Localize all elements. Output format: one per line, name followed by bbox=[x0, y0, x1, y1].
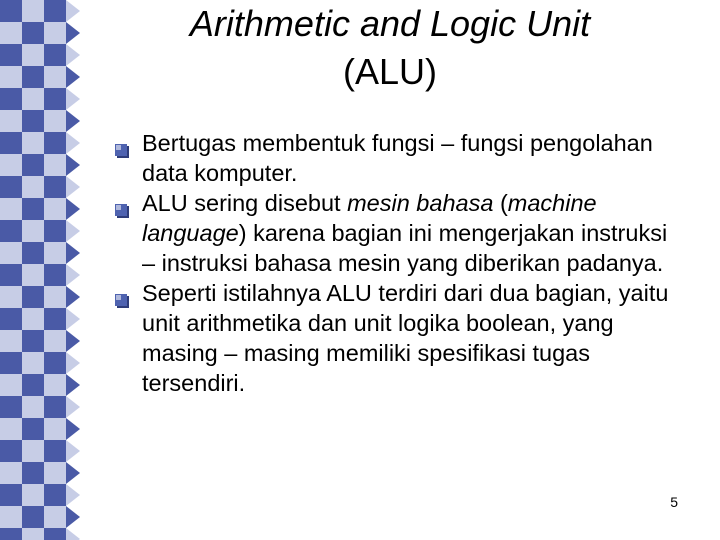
border-tile bbox=[22, 330, 44, 352]
bullet-text-italic: mesin bahasa bbox=[347, 190, 494, 216]
border-chevron bbox=[66, 462, 80, 484]
border-tile bbox=[22, 198, 44, 220]
border-tile bbox=[0, 198, 22, 220]
border-tile bbox=[22, 506, 44, 528]
border-tile bbox=[22, 440, 44, 462]
border-chevron bbox=[66, 154, 80, 176]
page-number: 5 bbox=[670, 494, 678, 510]
border-chevron bbox=[66, 44, 80, 66]
border-tile bbox=[22, 88, 44, 110]
border-tile bbox=[22, 352, 44, 374]
border-chevron bbox=[66, 88, 80, 110]
border-tile bbox=[0, 44, 22, 66]
border-chevron bbox=[66, 198, 80, 220]
border-tile bbox=[0, 308, 22, 330]
border-tile bbox=[0, 330, 22, 352]
border-tile bbox=[44, 154, 66, 176]
bullet-text: Seperti istilahnya ALU terdiri dari dua bagian, yaitu unit arithmetika dan unit logika boolean, yang masing – masing memiliki spesifikasi tugas tersendiri. bbox=[142, 280, 669, 396]
border-tile bbox=[22, 154, 44, 176]
square-bullet-icon bbox=[114, 196, 130, 212]
border-tile bbox=[44, 110, 66, 132]
border-tile bbox=[0, 0, 22, 22]
border-tile bbox=[0, 462, 22, 484]
border-tile bbox=[44, 198, 66, 220]
border-chevron bbox=[66, 330, 80, 352]
square-bullet-icon bbox=[114, 286, 130, 302]
border-tile bbox=[22, 220, 44, 242]
border-chevron bbox=[66, 506, 80, 528]
border-chevron bbox=[66, 66, 80, 88]
border-tile bbox=[22, 22, 44, 44]
slide-title bbox=[100, 0, 680, 96]
border-tile bbox=[22, 66, 44, 88]
border-tile bbox=[44, 220, 66, 242]
decorative-checkered-border bbox=[0, 0, 96, 540]
border-tile bbox=[22, 44, 44, 66]
border-tile bbox=[44, 44, 66, 66]
border-chevron bbox=[66, 286, 80, 308]
border-tile bbox=[44, 176, 66, 198]
border-tile bbox=[44, 352, 66, 374]
border-tile bbox=[22, 374, 44, 396]
border-tile bbox=[0, 374, 22, 396]
border-chevron bbox=[66, 440, 80, 462]
border-tile bbox=[44, 242, 66, 264]
title-line-1: Arithmetic and Logic Unit bbox=[189, 3, 591, 44]
bullet-text: ALU sering disebut bbox=[142, 190, 348, 216]
border-tile bbox=[22, 0, 44, 22]
border-tile bbox=[44, 286, 66, 308]
border-tile bbox=[0, 440, 22, 462]
border-tile bbox=[0, 396, 22, 418]
border-chevron bbox=[66, 528, 80, 540]
bullet-text: ( bbox=[493, 190, 508, 216]
border-tile bbox=[22, 308, 44, 330]
border-tile bbox=[0, 176, 22, 198]
border-tile bbox=[0, 484, 22, 506]
title-line-2: (ALU) bbox=[342, 51, 437, 92]
border-tile bbox=[44, 330, 66, 352]
border-tile bbox=[44, 440, 66, 462]
border-tile bbox=[22, 110, 44, 132]
bullet-item bbox=[112, 128, 672, 188]
square-bullet-icon bbox=[114, 136, 130, 152]
bullet-text-italic: machine language bbox=[142, 190, 597, 246]
border-tile bbox=[44, 22, 66, 44]
border-tile bbox=[44, 264, 66, 286]
border-tile bbox=[44, 0, 66, 22]
border-tile bbox=[44, 132, 66, 154]
border-chevron bbox=[66, 176, 80, 198]
border-chevron bbox=[66, 352, 80, 374]
border-tile bbox=[44, 374, 66, 396]
border-tile bbox=[44, 484, 66, 506]
border-tile bbox=[22, 132, 44, 154]
bullet-item bbox=[112, 188, 672, 278]
border-chevron bbox=[66, 484, 80, 506]
border-chevron bbox=[66, 0, 80, 22]
border-tile bbox=[0, 352, 22, 374]
border-tile bbox=[0, 506, 22, 528]
border-tile bbox=[44, 418, 66, 440]
border-chevron bbox=[66, 418, 80, 440]
border-tile bbox=[0, 22, 22, 44]
border-tile bbox=[0, 264, 22, 286]
border-tile bbox=[0, 286, 22, 308]
border-tile bbox=[22, 286, 44, 308]
border-chevron bbox=[66, 308, 80, 330]
border-chevron bbox=[66, 132, 80, 154]
border-tile bbox=[0, 220, 22, 242]
border-chevron bbox=[66, 396, 80, 418]
border-tile bbox=[44, 308, 66, 330]
border-chevron bbox=[66, 110, 80, 132]
border-tile bbox=[0, 88, 22, 110]
border-tile bbox=[44, 66, 66, 88]
border-tile bbox=[22, 484, 44, 506]
bullet-text: Bertugas membentuk fungsi – fungsi pengolahan data komputer. bbox=[142, 130, 653, 186]
border-tile bbox=[44, 396, 66, 418]
border-tile bbox=[22, 462, 44, 484]
bullet-list bbox=[112, 128, 672, 398]
border-tile bbox=[0, 528, 22, 540]
border-chevron bbox=[66, 22, 80, 44]
border-tile bbox=[0, 110, 22, 132]
border-tile bbox=[22, 418, 44, 440]
border-tile bbox=[0, 132, 22, 154]
border-tile bbox=[22, 264, 44, 286]
border-tile bbox=[22, 242, 44, 264]
border-tile bbox=[44, 506, 66, 528]
border-tile bbox=[0, 418, 22, 440]
border-tile bbox=[0, 154, 22, 176]
border-chevron bbox=[66, 374, 80, 396]
border-tile bbox=[44, 528, 66, 540]
border-tile bbox=[22, 176, 44, 198]
border-chevron bbox=[66, 220, 80, 242]
border-tile bbox=[22, 528, 44, 540]
border-tile bbox=[0, 242, 22, 264]
bullet-item bbox=[112, 278, 672, 398]
border-tile bbox=[44, 88, 66, 110]
border-tile bbox=[22, 396, 44, 418]
border-chevron bbox=[66, 264, 80, 286]
bullet-text: ) karena bagian ini mengerjakan instruksi – instruksi bahasa mesin yang diberikan padanya. bbox=[142, 220, 668, 276]
border-chevron bbox=[66, 242, 80, 264]
border-tile bbox=[0, 66, 22, 88]
border-tile bbox=[44, 462, 66, 484]
